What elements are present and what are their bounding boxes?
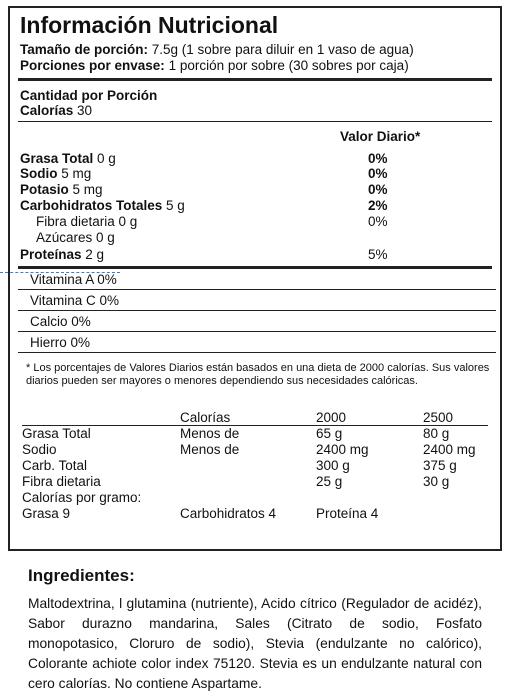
per-gram-label: Calorías por gramo: — [22, 490, 142, 505]
ref-header-2500: 2500 — [423, 410, 454, 425]
nutrient-row — [36, 230, 115, 245]
table-cell: 80 g — [423, 426, 450, 441]
table-cell: Menos de — [180, 426, 240, 441]
nutrient-row — [20, 198, 185, 213]
calories-value: 30 — [73, 103, 93, 118]
nutrient-name: Sodio — [20, 166, 58, 181]
table-row-label: Carb. Total — [22, 458, 88, 473]
vitamin-row: Vitamina A 0% — [18, 270, 496, 290]
divider-thick — [18, 78, 492, 81]
nutrient-amount: 5 mg — [57, 166, 92, 181]
footnote: * Los porcentajes de Valores Diarios están basados en una dieta de 2000 calorías. Sus valores diarios pueden ser mayores o menores dependiendo sus necesidades calóricas. — [26, 362, 490, 387]
per-gram-protein: Proteína 4 — [316, 506, 379, 521]
calories-label: Calorías — [20, 103, 74, 118]
nutrient-dv: 0% — [368, 182, 388, 197]
nutrient-row — [20, 151, 116, 166]
table-row-label: Grasa Total — [22, 426, 91, 441]
nutrient-amount: 2 g — [81, 247, 105, 262]
nutrient-dv: 0% — [368, 151, 388, 166]
serving-size-value: 7.5g (1 sobre para diluir en 1 vaso de agua) — [148, 42, 414, 57]
table-cell: 65 g — [316, 426, 343, 441]
table-cell: Menos de — [180, 442, 240, 457]
nutrient-dv: 0% — [368, 166, 388, 181]
table-cell: 30 g — [423, 474, 450, 489]
nutrient-row — [20, 166, 91, 181]
nutrient-row — [20, 247, 104, 262]
ref-header-2000: 2000 — [316, 410, 347, 425]
serving-size — [20, 42, 414, 57]
ref-header-calories: Calorías — [180, 410, 231, 425]
daily-value-header: Valor Diario* — [340, 129, 421, 144]
nutrient-name: Proteínas — [20, 247, 82, 262]
table-cell: 2400 mg — [423, 442, 476, 457]
servings-per-value: 1 porción por sobre (30 sobres por caja) — [164, 58, 409, 73]
nutrient-dv: 0% — [368, 214, 388, 229]
nutrient-row — [20, 182, 103, 197]
nutrient-amount: 0 g — [92, 230, 115, 245]
nutrient-amount: 0 g — [114, 214, 138, 229]
table-row-label: Sodio — [22, 442, 57, 457]
panel-title: Información Nutricional — [20, 12, 279, 38]
ingredients-text: Maltodextrina, l glutamina (nutriente), Acido cítrico (Regulador de acidéz), Sabor durazno mandarina, Sales (Citrato de sodio, Fosfato monopotasico, Cloruro de sodio), Stevia (endulzante no calórico), Colorante achiote color index 75120. Stevia es un endulzante natural con cero calorías. No contiene Aspartame. — [28, 596, 482, 691]
servings-per-container — [20, 58, 409, 73]
nutrient-name: Azúcares — [36, 230, 93, 245]
nutrient-amount: 5 mg — [68, 182, 103, 197]
divider — [18, 121, 492, 122]
table-row-label: Fibra dietaria — [22, 474, 101, 489]
nutrient-dv: 5% — [368, 247, 388, 262]
nutrient-dv: 2% — [368, 198, 388, 213]
per-gram-carbs: Carbohidratos 4 — [180, 506, 277, 521]
serving-size-label: Tamaño de porción: — [20, 42, 149, 57]
servings-per-label: Porciones por envase: — [20, 58, 165, 73]
nutrient-name: Grasa Total — [20, 151, 94, 166]
table-cell: 300 g — [316, 458, 350, 473]
vitamin-row: Hierro 0% — [18, 333, 496, 353]
vitamin-row: Calcio 0% — [18, 312, 496, 332]
divider-thick — [18, 266, 492, 269]
vitamin-row: Vitamina C 0% — [18, 291, 496, 311]
table-cell: 25 g — [316, 474, 343, 489]
nutrient-amount: 0 g — [93, 151, 116, 166]
nutrient-row — [36, 214, 137, 229]
nutrition-facts-panel — [8, 6, 502, 551]
nutrient-name: Fibra dietaria — [36, 214, 115, 229]
nutrient-name: Carbohidratos Totales — [20, 198, 163, 213]
table-cell: 375 g — [423, 458, 457, 473]
calories-row — [20, 103, 92, 118]
nutrient-name: Potasio — [20, 182, 69, 197]
table-rule — [22, 425, 488, 426]
nutrient-amount: 5 g — [162, 198, 185, 213]
per-gram-fat: Grasa 9 — [22, 506, 71, 521]
amount-header: Cantidad por Porción — [20, 88, 158, 103]
ingredients-title: Ingredientes: — [28, 566, 135, 585]
table-cell: 2400 mg — [316, 442, 369, 457]
